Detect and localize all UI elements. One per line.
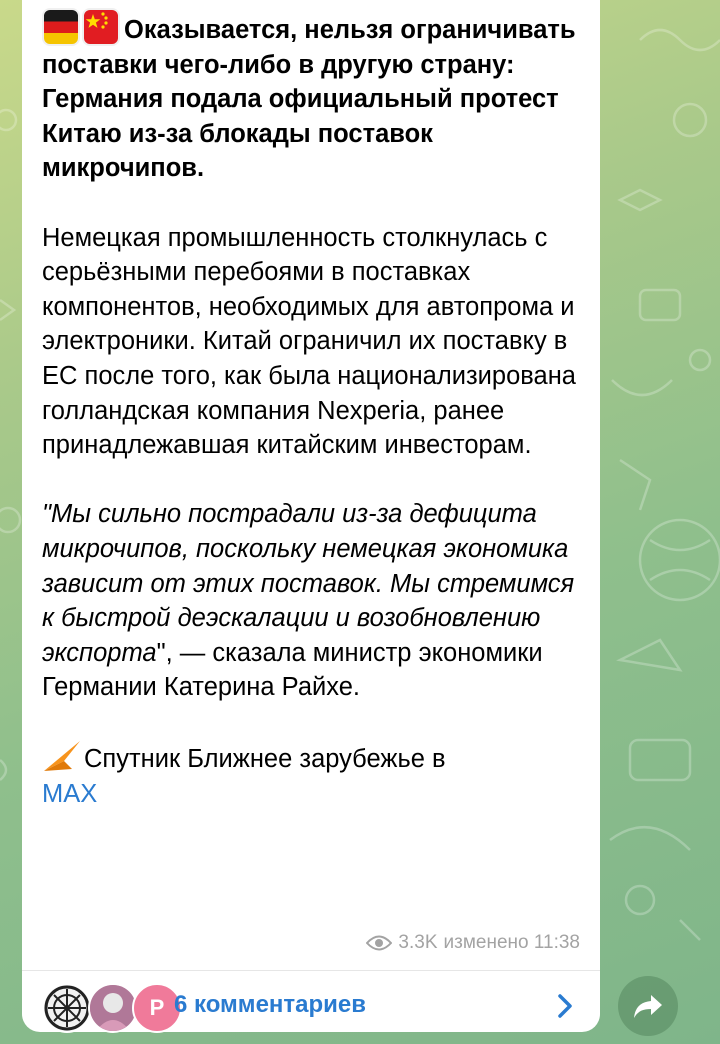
message-paragraph: Немецкая промышленность столкнулась с серьёзными перебоями в поставках компонентов, необходимых для автопрома и электроники. Китай ограничил их поставку в ЕС после того, как была национализирована голландская компания Nexperia, ранее принадлежавшая китайским инвесторам. — [42, 223, 576, 460]
germany-flag-icon — [42, 8, 80, 46]
avatar — [88, 983, 138, 1033]
edited-time: изменено 11:38 — [443, 932, 580, 953]
chevron-right-icon — [554, 991, 576, 1021]
sputnik-logo-icon — [42, 739, 82, 773]
quote-attribution-text: ", — сказала министр экономики Германии Катерина Райхе. — [42, 638, 543, 702]
china-flag-icon — [82, 8, 120, 46]
comments-count-label[interactable]: 6 комментариев — [174, 991, 367, 1018]
commenter-avatars — [42, 983, 182, 1033]
source-text: Спутник Ближнее зарубежье в — [84, 745, 446, 774]
headline-text: Оказывается, нельзя ограничивать поставки чего-либо в другую страну: Германия подала официальный протест Китаю из-за блокады поставок микрочипов. — [42, 16, 576, 183]
views-count: 3.3K — [398, 932, 438, 953]
avatar: Р — [132, 983, 182, 1033]
comments-bar[interactable] — [22, 971, 600, 1044]
share-arrow-icon — [633, 993, 663, 1019]
avatar — [42, 983, 92, 1033]
message-content — [42, 8, 587, 812]
source-line — [42, 739, 587, 811]
message-headline — [42, 8, 587, 186]
source-max-link[interactable]: MAX — [42, 780, 98, 809]
views-eye-icon — [366, 934, 392, 952]
message-quote — [42, 497, 587, 705]
message-meta — [318, 930, 580, 956]
quote-italic-text: "Мы сильно пострадали из-за дефицита микрочипов, поскольку немецкая экономика зависит от этих поставок. Мы стремимся к быстрой деэскалации и возобновлению экспорта — [42, 500, 575, 667]
share-button[interactable] — [618, 976, 678, 1036]
